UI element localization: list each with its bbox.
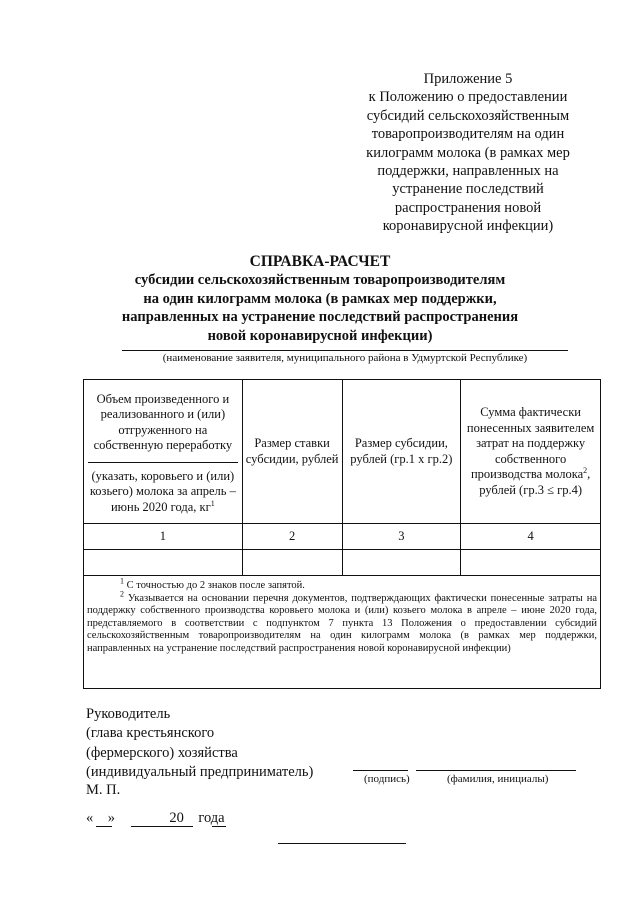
date-suffix: года <box>198 810 225 826</box>
document-title <box>90 253 550 345</box>
signatory-line: Руководитель <box>86 706 171 722</box>
date-close-quote: » <box>107 810 115 826</box>
calculation-table <box>83 379 601 576</box>
footnote-ref-1: 1 <box>210 498 215 508</box>
appendix-line: поддержки, направленных на <box>377 163 559 180</box>
appendix-line: килограмм молока (в рамках мер <box>366 144 570 161</box>
appendix-line: субсидий сельскохозяйственным <box>366 107 570 124</box>
header-cell-costs <box>461 380 601 524</box>
header-cell-volume <box>84 380 243 524</box>
column-number: 4 <box>461 524 601 550</box>
data-cell-costs[interactable] <box>461 550 601 576</box>
date-month-field[interactable] <box>131 826 193 827</box>
footnote-1-text: С точностью до 2 знаков после запятой. <box>126 580 305 591</box>
stamp-place: М. П. <box>86 782 121 798</box>
footnote-1 <box>87 576 597 593</box>
bottom-signature-line[interactable] <box>278 843 406 844</box>
header-costs-tail: , рублей (гр.3 ≤ гр.4) <box>479 467 591 497</box>
footnote-mark-2: 2 <box>120 589 124 599</box>
data-cell-rate[interactable] <box>242 550 342 576</box>
appendix-line: устранение последствий <box>392 181 544 198</box>
title-main: СПРАВКА-РАСЧЕТ <box>249 253 391 270</box>
header-volume-top: Объем произведенного и реализованного и (или) отгруженного на собственную переработку <box>93 391 233 453</box>
table-data-row <box>84 550 601 576</box>
header-costs-text: Сумма фактически понесенных заявителем затрат на поддержку собственного производства молока <box>466 405 595 481</box>
signatory-line: (фермерского) хозяйства <box>86 744 238 761</box>
date-day-field[interactable] <box>96 826 112 827</box>
header-volume-bottom: (указать, коровьего и (или) козьего) молока за апрель – июнь 2020 года, кг <box>89 468 236 514</box>
data-cell-volume[interactable] <box>84 550 243 576</box>
appendix-line: к Положению о предоставлении <box>368 89 568 106</box>
footnote-ref-2: 2 <box>583 465 588 475</box>
header-cell-subsidy: Размер субсидии, рублей (гр.1 х гр.2) <box>342 380 461 524</box>
appendix-line: коронавирусной инфекции) <box>382 218 554 235</box>
appendix-line: распространения новой <box>394 199 542 216</box>
header-volume-divider <box>88 462 238 463</box>
title-sub-line: субсидии сельскохозяйственным товаропроизводителям <box>134 272 506 289</box>
date-open-quote: « <box>86 810 94 826</box>
signatory-line: (индивидуальный предприниматель) <box>86 763 314 780</box>
data-cell-subsidy[interactable] <box>342 550 461 576</box>
header-cell-rate: Размер ставки субсидии, рублей <box>242 380 342 524</box>
applicant-caption: (наименование заявителя, муниципального района в Удмуртской Республике) <box>162 352 528 364</box>
footnote-2 <box>87 589 597 656</box>
signature-caption: (подпись) <box>364 773 410 785</box>
column-number: 2 <box>242 524 342 550</box>
date-line <box>86 810 225 827</box>
column-number: 3 <box>342 524 461 550</box>
footnote-mark-1: 1 <box>120 576 124 586</box>
appendix-header <box>340 70 596 236</box>
title-sub-line: направленных на устранение последствий распространения <box>121 309 519 326</box>
column-number: 1 <box>84 524 243 550</box>
date-year-field[interactable] <box>212 826 226 827</box>
title-sub-line: на один килограмм молока (в рамках мер поддержки, <box>143 290 497 307</box>
signature-line[interactable] <box>353 770 408 771</box>
table-header-row <box>84 380 601 524</box>
appendix-line: товаропроизводителям на один <box>371 126 565 143</box>
appendix-line: Приложение 5 <box>423 71 513 87</box>
date-year-prefix: 20 <box>169 810 184 826</box>
applicant-name-line[interactable] <box>122 350 568 351</box>
signatory-line: (глава крестьянского <box>86 725 215 742</box>
table-number-row <box>84 524 601 550</box>
title-sub-line: новой коронавирусной инфекции) <box>207 327 433 344</box>
footnote-2-text: Указывается на основании перечня документов, подтверждающих фактически понесенные затраты на поддержку собственного производства коровьего молока и (или) козьего молока в апреле – июне 2020 года, представляемого в соответствии с подпунктом 7 пункта 13 Положения о предоставлении субсидий сельскохозяйственным товаропроизводителям на один килограмм молока (в рамках мер поддержки, направленных на устранение последствий распространения новой коронавирусной инфекции) <box>87 592 597 654</box>
full-name-caption: (фамилия, инициалы) <box>447 773 549 785</box>
footnotes <box>87 576 597 656</box>
full-name-line[interactable] <box>416 770 576 771</box>
signatory-block <box>86 705 313 782</box>
